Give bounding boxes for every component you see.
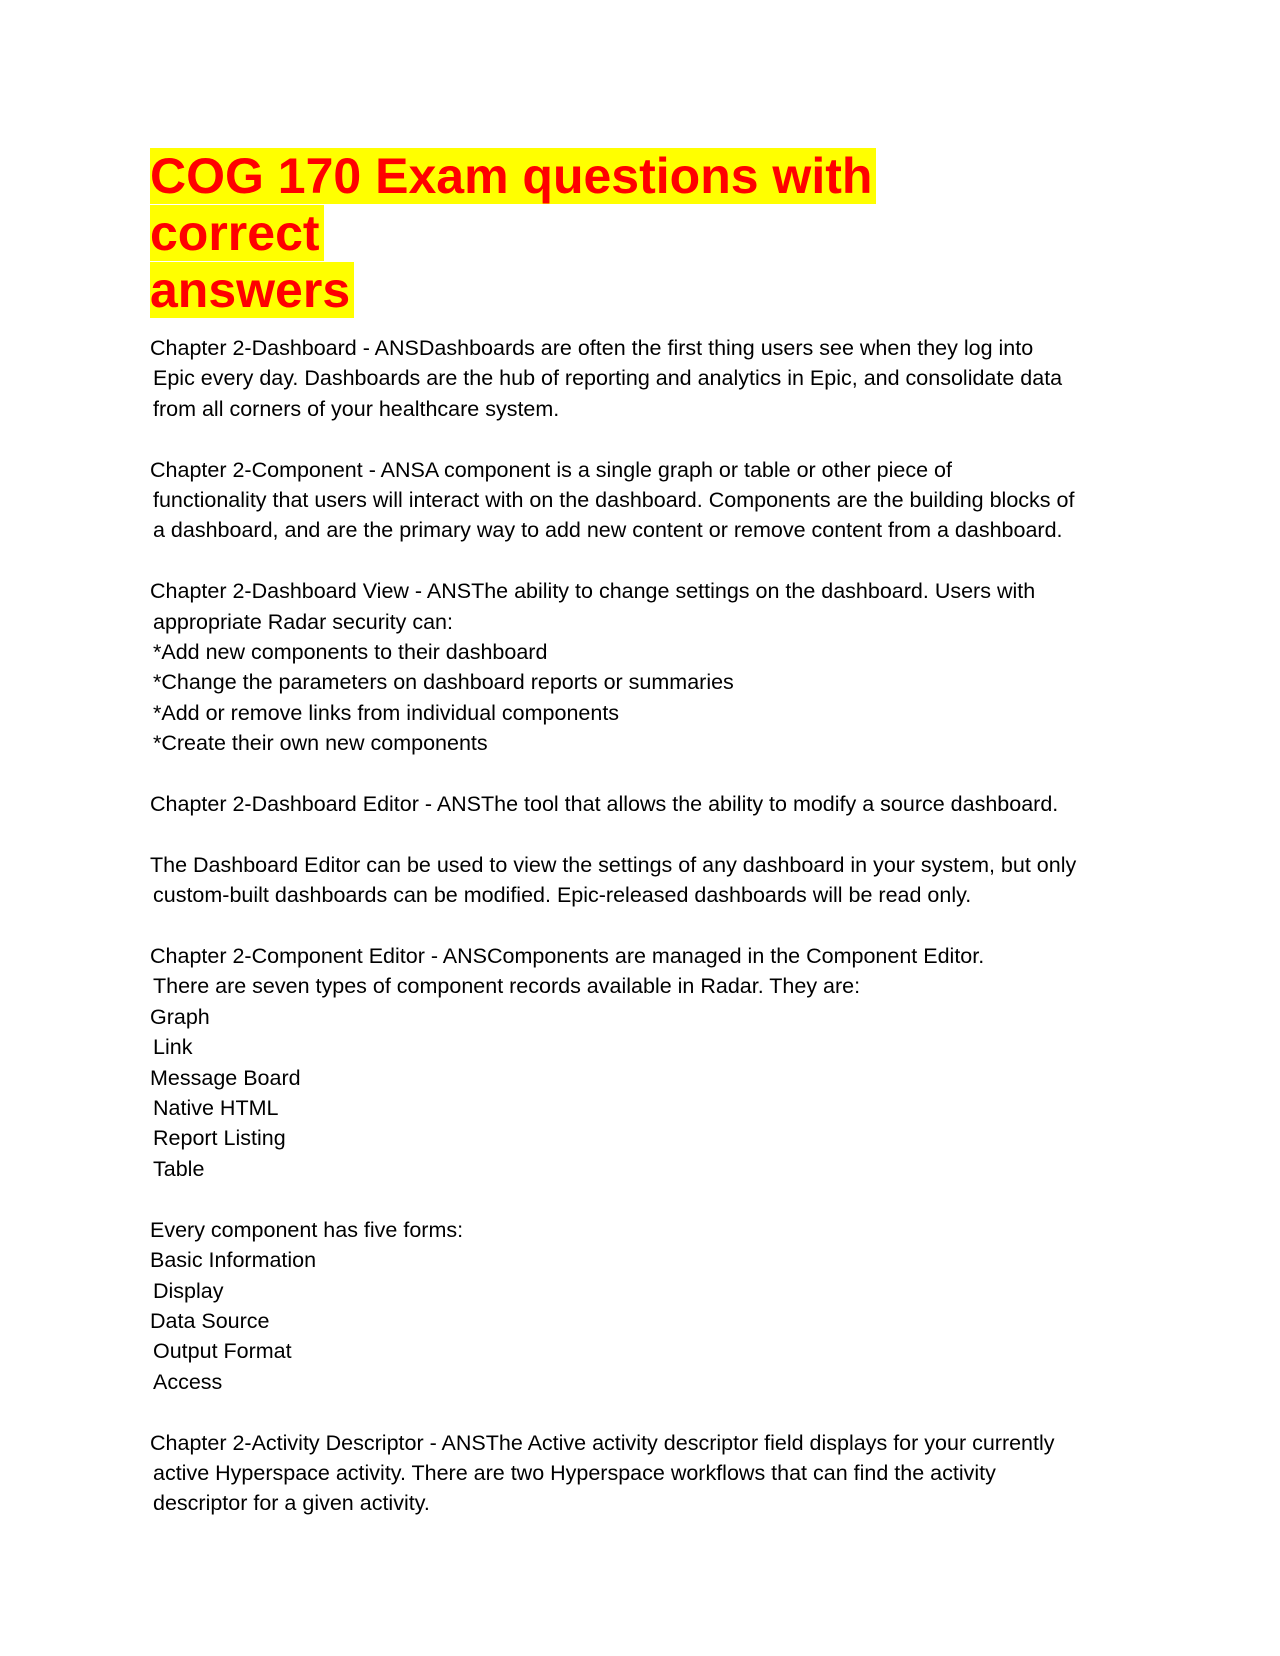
text-line: active Hyperspace activity. There are two Hyperspace workflows that can find the activity	[153, 1460, 996, 1485]
list-item: Display	[153, 1278, 224, 1303]
list-item: *Change the parameters on dashboard reports or summaries	[153, 670, 734, 695]
list-item: Link	[153, 1035, 193, 1060]
title-line-1: COG 170 Exam questions with correct	[150, 148, 876, 261]
list-item: Access	[153, 1369, 223, 1394]
entry-dashboard-view	[150, 576, 1140, 758]
text-line: functionality that users will interact with on the dashboard. Components are the building blocks of	[153, 488, 1075, 513]
list-item: Data Source	[150, 1308, 270, 1333]
entry-dashboard-editor	[150, 789, 1140, 819]
text-line: Chapter 2-Dashboard - ANSDashboards are often the first thing users see when they log into	[150, 336, 1034, 360]
text-line: There are seven types of component records available in Radar. They are:	[153, 974, 861, 999]
entry-component-editor	[150, 941, 1140, 1184]
list-item: Table	[153, 1156, 205, 1181]
list-item: *Create their own new components	[153, 731, 488, 756]
document-body	[150, 333, 1140, 1549]
list-item: Native HTML	[153, 1096, 279, 1121]
dashboard-editor-note	[150, 850, 1140, 911]
text-line: from all corners of your healthcare system.	[153, 396, 560, 421]
text-line: Every component has five forms:	[150, 1217, 464, 1242]
list-item: Basic Information	[150, 1248, 317, 1273]
text-line: The Dashboard Editor can be used to view the settings of any dashboard in your system, but only	[150, 852, 1077, 877]
document-title	[150, 148, 1030, 319]
text-line: Chapter 2-Dashboard Editor - ANSThe tool that allows the ability to modify a source dashboard.	[150, 792, 1059, 817]
text-line: Epic every day. Dashboards are the hub of reporting and analytics in Epic, and consolidate data	[153, 366, 1063, 391]
list-item: Report Listing	[153, 1126, 286, 1151]
text-line: Chapter 2-Dashboard View - ANSThe ability to change settings on the dashboard. Users with	[150, 579, 1036, 604]
list-item: Message Board	[150, 1065, 301, 1090]
entry-dashboard	[150, 333, 1140, 424]
text-line: custom-built dashboards can be modified. Epic-released dashboards will be read only.	[153, 883, 972, 908]
list-item: *Add or remove links from individual components	[153, 700, 620, 725]
text-line: a dashboard, and are the primary way to add new content or remove content from a dashboard.	[153, 518, 1063, 543]
text-line: Chapter 2-Component - ANSA component is a single graph or table or other piece of	[150, 457, 952, 482]
text-line: appropriate Radar security can:	[153, 609, 453, 634]
component-forms	[150, 1215, 1140, 1397]
text-line: descriptor for a given activity.	[153, 1491, 430, 1516]
list-item: *Add new components to their dashboard	[153, 640, 548, 665]
text-line: Chapter 2-Activity Descriptor - ANSThe Active activity descriptor field displays for your currently	[150, 1430, 1055, 1455]
title-line-2: answers	[150, 262, 354, 318]
entry-component	[150, 455, 1140, 546]
entry-activity-descriptor	[150, 1428, 1140, 1519]
text-line: Chapter 2-Component Editor - ANSComponents are managed in the Component Editor.	[150, 944, 985, 969]
list-item: Output Format	[153, 1339, 292, 1364]
list-item: Graph	[150, 1004, 210, 1029]
